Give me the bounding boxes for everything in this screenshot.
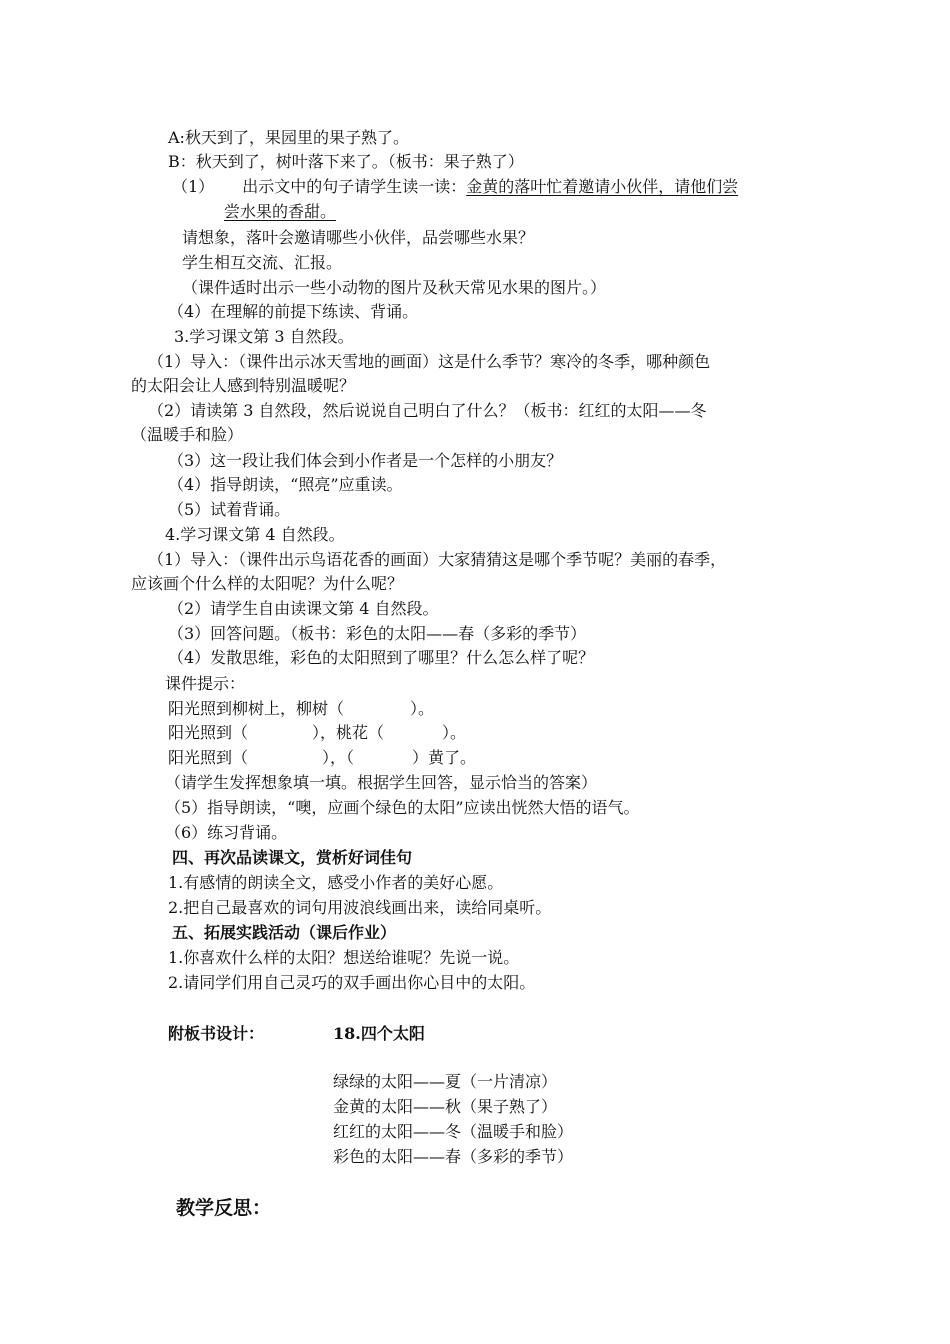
text-line: （3）这一段让我们体会到小作者是一个怎样的小朋友？	[168, 451, 563, 470]
text-line: 2.请同学们用自己灵巧的双手画出你心目中的太阳。	[168, 973, 536, 992]
text-line: 1.你喜欢什么样的太阳？想送给谁呢？先说一说。	[168, 948, 520, 967]
instruction-text: 出示文中的句子请学生读一读：	[242, 177, 467, 196]
fill-text: ），（	[322, 748, 355, 767]
fill-text: ）。	[410, 699, 435, 718]
fill-text: ）黄了。	[412, 748, 477, 767]
section-heading: 3.学习课文第 3 自然段。	[174, 327, 354, 346]
text-line	[172, 176, 738, 198]
text-line: 1.有感情的朗读全文，感受小作者的美好心愿。	[168, 873, 504, 892]
text-line: 请想象，落叶会邀请哪些小伙伴，品尝哪些水果？	[182, 228, 535, 247]
text-line: （1）导入：（课件出示鸟语花香的画面）大家猜猜这是哪个季节呢？美丽的春季，	[148, 550, 727, 569]
fill-text: ）。	[442, 723, 467, 742]
text-line: （4）发散思维，彩色的太阳照到了哪里？什么怎么样了呢？	[168, 648, 595, 667]
text-line: （5）指导朗读，“噢，应画个绿色的太阳”应读出恍然大悟的语气。	[165, 798, 640, 817]
text-line: 学生相互交流、汇报。	[182, 253, 343, 272]
board-line: 红红的太阳——冬（温暖手和脸）	[333, 1122, 574, 1141]
text-line: （4）在理解的前提下练读、背诵。	[168, 302, 419, 321]
section-heading: 四、再次品读课文，赏析好词佳句	[172, 848, 413, 867]
fill-in-line	[168, 698, 434, 720]
text-line: （温暖手和脸）	[131, 425, 244, 444]
text-line: A:秋天到了，果园里的果子熟了。	[168, 128, 409, 147]
underlined-quote: 金黄的落叶忙着邀请小伙伴，请他们尝	[466, 177, 739, 196]
board-line: 金黄的太阳——秋（果子熟了）	[333, 1097, 558, 1116]
text-line: （4）指导朗读，“照亮”应重读。	[168, 475, 403, 494]
section-heading: 五、拓展实践活动（课后作业）	[172, 923, 397, 942]
text-line: （2）请读第 3 自然段，然后说说自己明白了什么？（板书：红红的太阳——冬	[148, 401, 707, 420]
text-line: （课件适时出示一些小动物的图片及秋天常见水果的图片。）	[182, 278, 607, 297]
text-line: 应该画个什么样的太阳呢？为什么呢？	[131, 574, 404, 593]
fill-text: ），桃花（	[312, 723, 385, 742]
text-line: （请学生发挥想象填一填。根据学生回答，显示恰当的答案）	[165, 773, 598, 792]
fill-text: 阳光照到柳树上，柳树（	[168, 699, 345, 718]
fill-text: 阳光照到（	[168, 748, 249, 767]
fill-text: 阳光照到（	[168, 723, 249, 742]
underlined-quote-continued: 尝水果的香甜。	[224, 202, 337, 221]
text-line: 课件提示：	[165, 674, 246, 693]
list-number: （1）	[172, 177, 215, 196]
section-heading: 4.学习课文第 4 自然段。	[165, 525, 345, 544]
reflection-heading: 教学反思：	[176, 1197, 272, 1219]
text-line: B：秋天到了，树叶落下来了。（板书：果子熟了）	[168, 152, 524, 171]
text-line: 2.把自己最喜欢的词句用波浪线画出来，读给同桌听。	[168, 898, 552, 917]
board-line: 绿绿的太阳——夏（一片清凉）	[333, 1072, 558, 1091]
board-design-title: 18.四个太阳	[333, 1024, 425, 1043]
text-line: （1）导入：（课件出示冰天雪地的画面）这是什么季节？寒冷的冬季，哪种颜色	[148, 352, 711, 371]
text-line: （2）请学生自由读课文第 4 自然段。	[168, 599, 439, 618]
text-line: 的太阳会让人感到特别温暖呢？	[131, 376, 356, 395]
board-design-label: 附板书设计：	[168, 1024, 265, 1043]
board-line: 彩色的太阳——春（多彩的季节）	[333, 1147, 574, 1166]
fill-in-line	[168, 722, 466, 744]
text-line: （6）练习背诵。	[165, 823, 288, 842]
text-line: （3）回答问题。（板书：彩色的太阳——春（多彩的季节）	[168, 624, 587, 643]
fill-in-line	[168, 747, 476, 769]
text-line: （5）试着背诵。	[168, 500, 291, 519]
